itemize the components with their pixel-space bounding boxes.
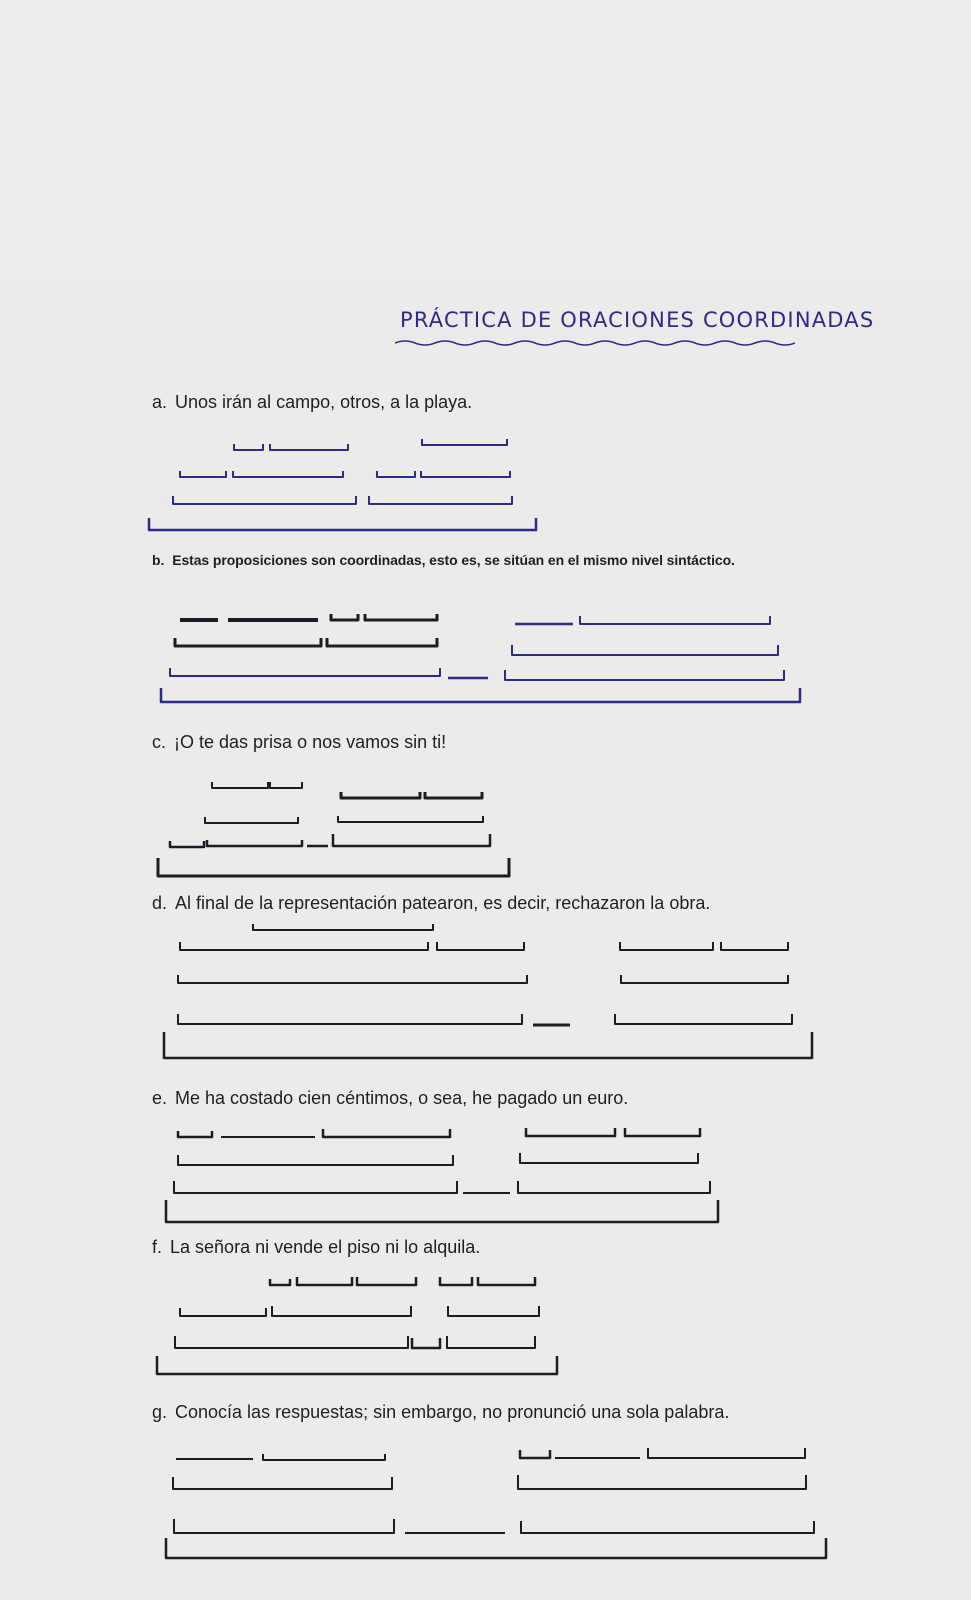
analysis-bracket — [180, 471, 226, 477]
analysis-bracket — [648, 1448, 805, 1458]
analysis-bracket — [212, 782, 268, 788]
analysis-bracket — [437, 942, 524, 950]
analysis-bracket — [175, 1336, 408, 1348]
analysis-bracket — [233, 471, 343, 477]
analysis-bracket — [253, 924, 433, 930]
analysis-bracket — [338, 816, 483, 822]
analysis-bracket — [580, 616, 770, 624]
analysis-bracket — [331, 614, 358, 620]
analysis-bracket — [175, 638, 321, 646]
exercise-sentence: La señora ni vende el piso ni lo alquila. — [170, 1237, 481, 1257]
analysis-bracket — [166, 1538, 826, 1558]
analysis-bracket — [520, 1153, 698, 1163]
exercise-sentence: Unos irán al campo, otros, a la playa. — [175, 392, 473, 412]
exercise-sentence: Me ha costado cien céntimos, o sea, he pagado un euro. — [175, 1088, 629, 1108]
exercise-sentence: Al final de la representación patearon, es decir, rechazaron la obra. — [175, 893, 711, 913]
analysis-bracket — [425, 792, 482, 798]
analysis-bracket — [272, 1306, 411, 1316]
analysis-bracket — [447, 1336, 535, 1348]
analysis-bracket — [422, 439, 507, 445]
analysis-bracket — [158, 858, 509, 876]
exercise-sentence: ¡O te das prisa o nos vamos sin ti! — [174, 732, 447, 752]
analysis-bracket — [440, 1277, 472, 1285]
analysis-bracket — [166, 1200, 718, 1222]
analysis-bracket — [263, 1454, 385, 1460]
analysis-bracket — [615, 1014, 792, 1024]
exercise-letter: d. — [152, 893, 168, 913]
analysis-bracket — [178, 975, 527, 983]
analysis-bracket — [526, 1128, 615, 1136]
analysis-bracket — [478, 1277, 535, 1285]
analysis-bracket — [207, 840, 302, 846]
analysis-bracket — [365, 614, 437, 620]
analysis-bracket — [297, 1277, 352, 1285]
exercise-sentence: Conocía las respuestas; sin embargo, no pronunció una sola palabra. — [175, 1402, 730, 1422]
analysis-bracket — [377, 471, 415, 477]
analysis-bracket — [170, 841, 204, 847]
analysis-bracket — [270, 782, 302, 788]
analysis-bracket — [205, 817, 298, 823]
worksheet-title: PRÁCTICA DE ORACIONES COORDINADAS — [400, 308, 875, 332]
analysis-bracket — [341, 792, 420, 798]
analysis-bracket — [173, 496, 356, 504]
analysis-bracket — [448, 1306, 539, 1316]
analysis-bracket — [621, 975, 788, 983]
analysis-bracket — [327, 638, 437, 646]
exercise-letter: b. — [152, 552, 165, 568]
exercise-letter: c. — [152, 732, 167, 752]
analysis-bracket — [721, 942, 788, 950]
exercise-sentence: Estas proposiciones son coordinadas, esto es, se sitúan en el mismo nivel sintáctico. — [172, 552, 735, 568]
analysis-bracket — [323, 1129, 450, 1137]
analysis-bracket — [512, 645, 778, 655]
analysis-bracket — [174, 1181, 457, 1193]
analysis-bracket — [149, 518, 536, 530]
exercise-letter: e. — [152, 1088, 168, 1108]
analysis-bracket — [178, 1155, 453, 1165]
analysis-bracket — [521, 1521, 814, 1533]
analysis-bracket — [178, 1014, 522, 1024]
analysis-bracket — [625, 1128, 700, 1136]
analysis-bracket — [180, 942, 428, 950]
analysis-bracket — [178, 1131, 212, 1137]
analysis-bracket — [174, 1519, 394, 1533]
analysis-bracket — [357, 1277, 416, 1285]
analysis-bracket — [620, 942, 713, 950]
exercise-letter: a. — [152, 392, 168, 412]
analysis-bracket — [518, 1475, 806, 1489]
analysis-bracket — [180, 1308, 266, 1316]
analysis-bracket — [270, 1279, 290, 1285]
analysis-bracket — [505, 670, 784, 680]
analysis-bracket — [164, 1032, 812, 1058]
exercise-letter: f. — [152, 1237, 163, 1257]
analysis-bracket — [170, 668, 440, 676]
analysis-bracket — [270, 444, 348, 450]
exercise-letter: g. — [152, 1402, 168, 1422]
analysis-bracket — [157, 1356, 557, 1374]
analysis-bracket — [173, 1477, 392, 1489]
analysis-bracket — [421, 471, 510, 477]
analysis-bracket — [520, 1450, 550, 1458]
analysis-bracket — [518, 1181, 710, 1193]
analysis-bracket — [234, 444, 263, 450]
analysis-bracket — [369, 496, 512, 504]
analysis-bracket — [412, 1338, 440, 1348]
analysis-bracket — [333, 834, 490, 846]
analysis-bracket — [161, 688, 800, 702]
